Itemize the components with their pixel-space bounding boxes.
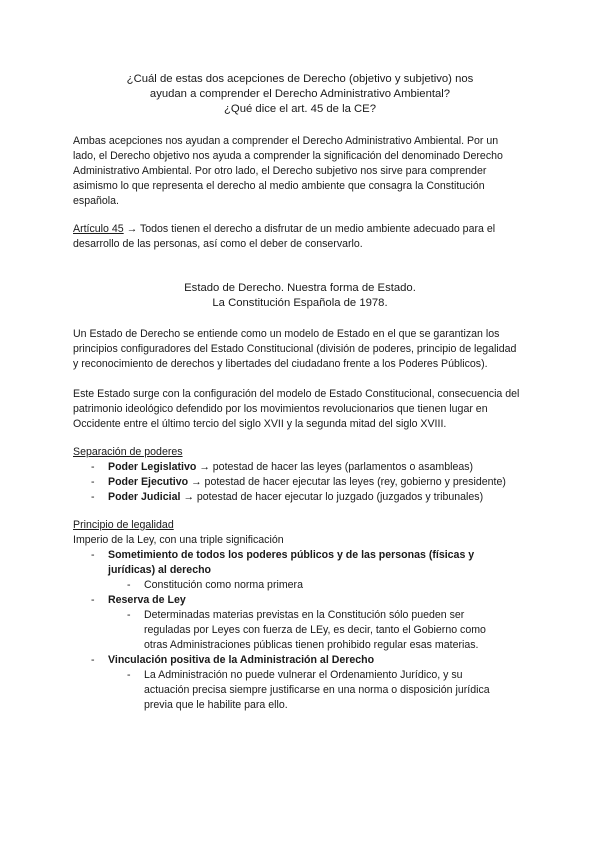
answer-paragraph: Ambas acepciones nos ayudan a comprender el Derecho Administrativo Ambiental. Por un lado, el Derecho objetivo nos ayuda a comprender la significación del denominado Derecho Administrativo Ambiental. Por otro lado, el Derecho subjetivo nos sirve para comprender asimismo lo que representa el derecho al medio ambiente que consagra la Constitución española. — [73, 135, 503, 207]
dash-bullet: - — [91, 491, 95, 503]
sub-list-item-text: Determinadas materias previstas en la Constitución sólo pueden ser reguladas por Leyes con fuerza de LEy, es decir, tanto el Gobierno como otras Administraciones públicas tienen prohibido regular esas materias. — [144, 609, 486, 651]
question-line-2: ayudan a comprender el Derecho Administrativo Ambiental? — [149, 88, 451, 100]
sub-list-item-text: La Administración no puede vulnerar el Ordenamiento Jurídico, y su actuación precisa siempre justificarse en una norma o disposición jurídica previa que le habilite para ello. — [144, 669, 490, 711]
list-item-term: Vinculación positiva de la Administración al Derecho — [108, 654, 375, 666]
separacion-heading-text: Separación de poderes — [73, 446, 183, 458]
legalidad-intro: Imperio de la Ley, con una triple significación — [73, 534, 284, 546]
article-paragraph — [73, 222, 523, 252]
list-item-term: Sometimiento de todos los poderes públicos y de las personas (físicas y jurídicas) al derecho — [108, 549, 475, 576]
estado-paragraph-1: Un Estado de Derecho se entiende como un modelo de Estado en el que se garantizan los principios configuradores del Estado Constitucional (división de poderes, principio de legalidad y reconocimiento de derechos y libertades del ciudadano frente a los Poderes Públicos). — [73, 328, 517, 370]
question-heading — [73, 72, 527, 117]
dash-bullet: - — [91, 549, 95, 561]
section-title-line-1: Estado de Derecho. Nuestra forma de Estado. — [184, 282, 416, 294]
list-item — [73, 490, 533, 505]
legalidad-heading — [73, 518, 523, 533]
article-text: → Todos tienen el derecho a disfrutar de un medio ambiente adecuado para el desarrollo de las personas, así como el deber de conservarlo. — [73, 223, 496, 250]
section-title — [73, 281, 527, 311]
list-item-desc: → potestad de hacer las leyes (parlamentos o asambleas) — [196, 461, 474, 473]
dash-bullet: - — [91, 654, 95, 666]
sub-list-item-text: Constitución como norma primera — [144, 579, 303, 591]
sub-list-item — [73, 578, 533, 593]
separacion-heading — [73, 445, 523, 460]
list-item-term: Poder Judicial — [108, 491, 181, 503]
legalidad-heading-text: Principio de legalidad — [73, 519, 174, 531]
list-item-desc: → potestad de hacer ejecutar lo juzgado (juzgados y tribunales) — [180, 491, 484, 503]
dash-bullet: - — [91, 476, 95, 488]
sub-list-item — [73, 668, 504, 713]
dash-bullet: - — [91, 594, 95, 606]
dash-bullet: - — [91, 461, 95, 473]
list-item-term: Poder Legislativo — [108, 461, 197, 473]
list-item-desc: → potestad de hacer ejecutar las leyes (rey, gobierno y presidente) — [188, 476, 506, 488]
list-item — [73, 653, 533, 668]
list-item — [73, 548, 498, 578]
legalidad-list — [73, 548, 533, 713]
estado-paragraph-2: Este Estado surge con la configuración del modelo de Estado Constitucional, consecuencia del patrimonio ideológico defendido por los movimientos revolucionarios que tienen lugar en Occidente entre el último tercio del siglo XVII y la segunda mitad del siglo XVIII. — [73, 388, 520, 430]
dash-bullet: - — [127, 579, 131, 591]
list-item-term: Poder Ejecutivo — [108, 476, 189, 488]
dash-bullet: - — [127, 669, 131, 681]
list-item — [73, 460, 533, 475]
sub-list-item — [73, 608, 504, 653]
question-line-3: ¿Qué dice el art. 45 de la CE? — [224, 103, 376, 115]
section-title-line-2: La Constitución Española de 1978. — [212, 297, 388, 309]
separacion-list — [73, 460, 533, 505]
article-label: Artículo 45 — [73, 223, 124, 235]
dash-bullet: - — [127, 609, 131, 621]
question-line-1: ¿Cuál de estas dos acepciones de Derecho (objetivo y subjetivo) nos — [126, 73, 474, 85]
list-item-term: Reserva de Ley — [108, 594, 186, 606]
list-item — [73, 475, 533, 490]
list-item — [73, 593, 533, 608]
